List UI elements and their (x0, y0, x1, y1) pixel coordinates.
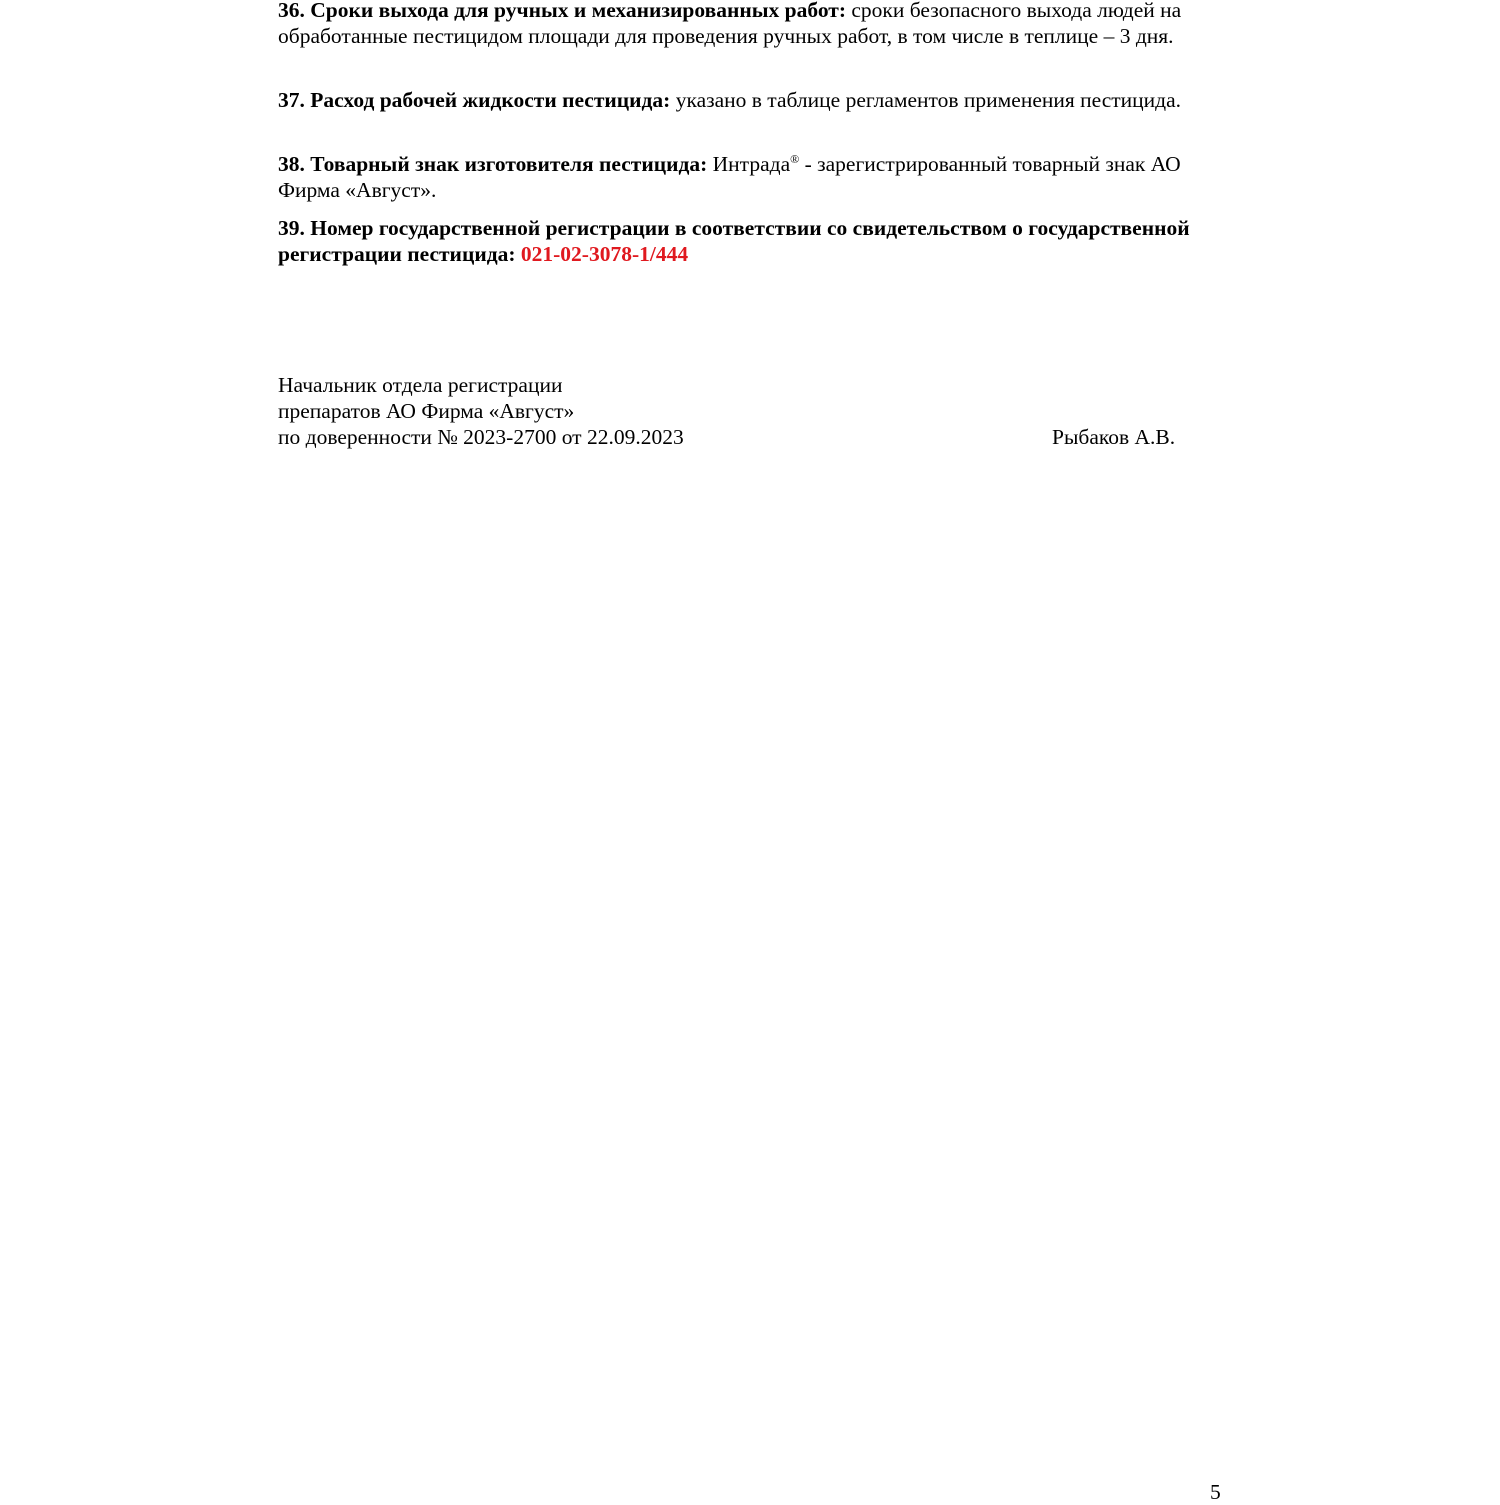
signature-title-line-2: препаратов АО Фирма «Август» (278, 399, 575, 423)
section-38-text-after: - зарегистрированный товарный знак АО Фирма «Август». (278, 152, 1181, 202)
signature-title-line-1: Начальник отдела регистрации (278, 373, 563, 397)
registration-number: 021-02-3078-1/444 (520, 242, 689, 266)
registered-trademark-mark: ® (790, 151, 800, 166)
section-36 (278, 0, 1218, 49)
section-37-text: указано в таблице регламентов применения пестицида. (670, 88, 1182, 112)
section-37-heading: 37. Расход рабочей жидкости пестицида: (278, 88, 671, 112)
section-36-text: сроки безопасного выхода людей на обработанные пестицидом площади для проведения ручных работ, в том числе в теплице – 3 дня. (278, 0, 1182, 48)
page-number: 5 (1210, 1480, 1221, 1504)
signatory-name: Рыбаков А.В. (1052, 425, 1176, 449)
section-37 (278, 87, 1218, 113)
section-38 (278, 151, 1218, 203)
signature-block (278, 372, 978, 450)
section-38-text-before: Интрада (707, 152, 791, 176)
section-38-heading: 38. Товарный знак изготовителя пестицида: (278, 152, 708, 176)
signature-power-of-attorney: по доверенности № 2023-2700 от 22.09.2023 (278, 425, 684, 449)
section-39-heading: 39. Номер государственной регистрации в соответствии со свидетельством о государственной регистрации пестицида: (278, 216, 1190, 266)
section-39 (278, 215, 1218, 267)
section-36-heading: 36. Сроки выхода для ручных и механизированных работ: (278, 0, 847, 22)
